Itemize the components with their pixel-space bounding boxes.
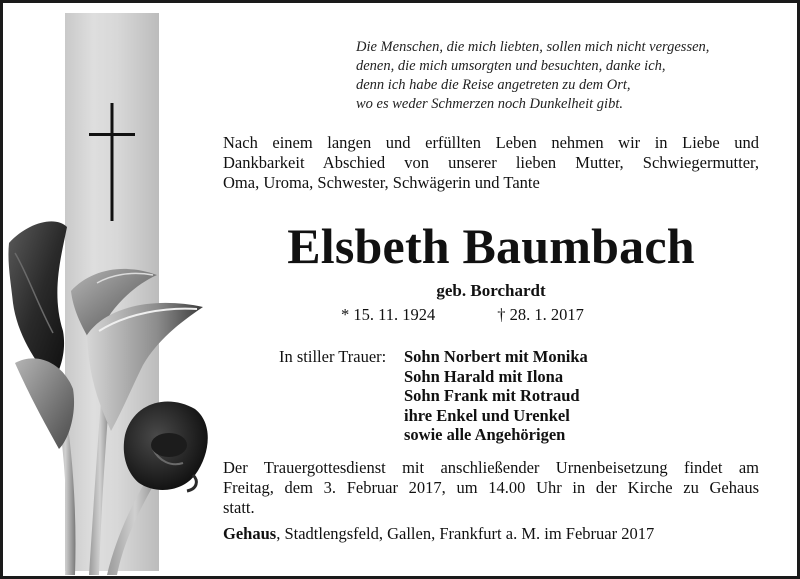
calla-lily-image	[7, 213, 237, 575]
death-date: † 28. 1. 2017	[497, 305, 584, 324]
intro-line: Oma, Uroma, Schwester, Schwägerin und Tante	[223, 173, 540, 192]
poem-line: denn ich habe die Reise angetreten zu dem Ort,	[356, 77, 631, 93]
poem-line: wo es weder Schmerzen noch Dunkelheit gibt.	[356, 96, 623, 112]
service-line: Freitag, dem 3. Februar 2017, um 14.00 Uhr in der Kirche zu Gehaus	[223, 478, 759, 497]
mourner-entry: Sohn Frank mit Rotraud	[404, 386, 580, 405]
intro-line: Dankbarkeit Abschied von unserer lieben Mutter, Schwiegermutter,	[223, 153, 759, 172]
service-line: Der Trauergottesdienst mit anschließender Urnenbeisetzung findet am	[223, 458, 759, 477]
mourners-label: In stiller Trauer:	[279, 347, 387, 366]
mourner-entry: Sohn Norbert mit Monika	[404, 347, 588, 366]
mourner-entry: ihre Enkel und Urenkel	[404, 405, 570, 425]
poem-line: Die Menschen, die mich liebten, sollen mich nicht vergessen,	[356, 39, 710, 55]
birth-date: * 15. 11. 1924	[341, 305, 436, 324]
mourners-list	[404, 347, 588, 445]
intro-text	[223, 133, 759, 193]
service-info	[223, 458, 759, 518]
mourner-entry: Sohn Harald mit Ilona	[404, 366, 564, 386]
intro-line: Nach einem langen und erfüllten Leben nehmen wir in Liebe und	[223, 133, 759, 152]
poem-line: denen, die mich umsorgten und besuchten, danke ich,	[356, 58, 666, 74]
cross-icon	[89, 103, 135, 221]
deceased-name: Elsbeth Baumbach	[287, 218, 695, 274]
memorial-poem	[356, 38, 776, 114]
maiden-name: geb. Borchardt	[436, 281, 546, 300]
place-and-date	[223, 524, 759, 544]
place-rest: , Stadtlengsfeld, Gallen, Frankfurt a. M. im Februar 2017	[276, 524, 655, 543]
service-line: statt.	[223, 498, 255, 517]
mourner-entry: sowie alle Angehörigen	[404, 425, 566, 444]
place-town: Gehaus	[223, 524, 277, 543]
life-dates	[341, 305, 641, 325]
